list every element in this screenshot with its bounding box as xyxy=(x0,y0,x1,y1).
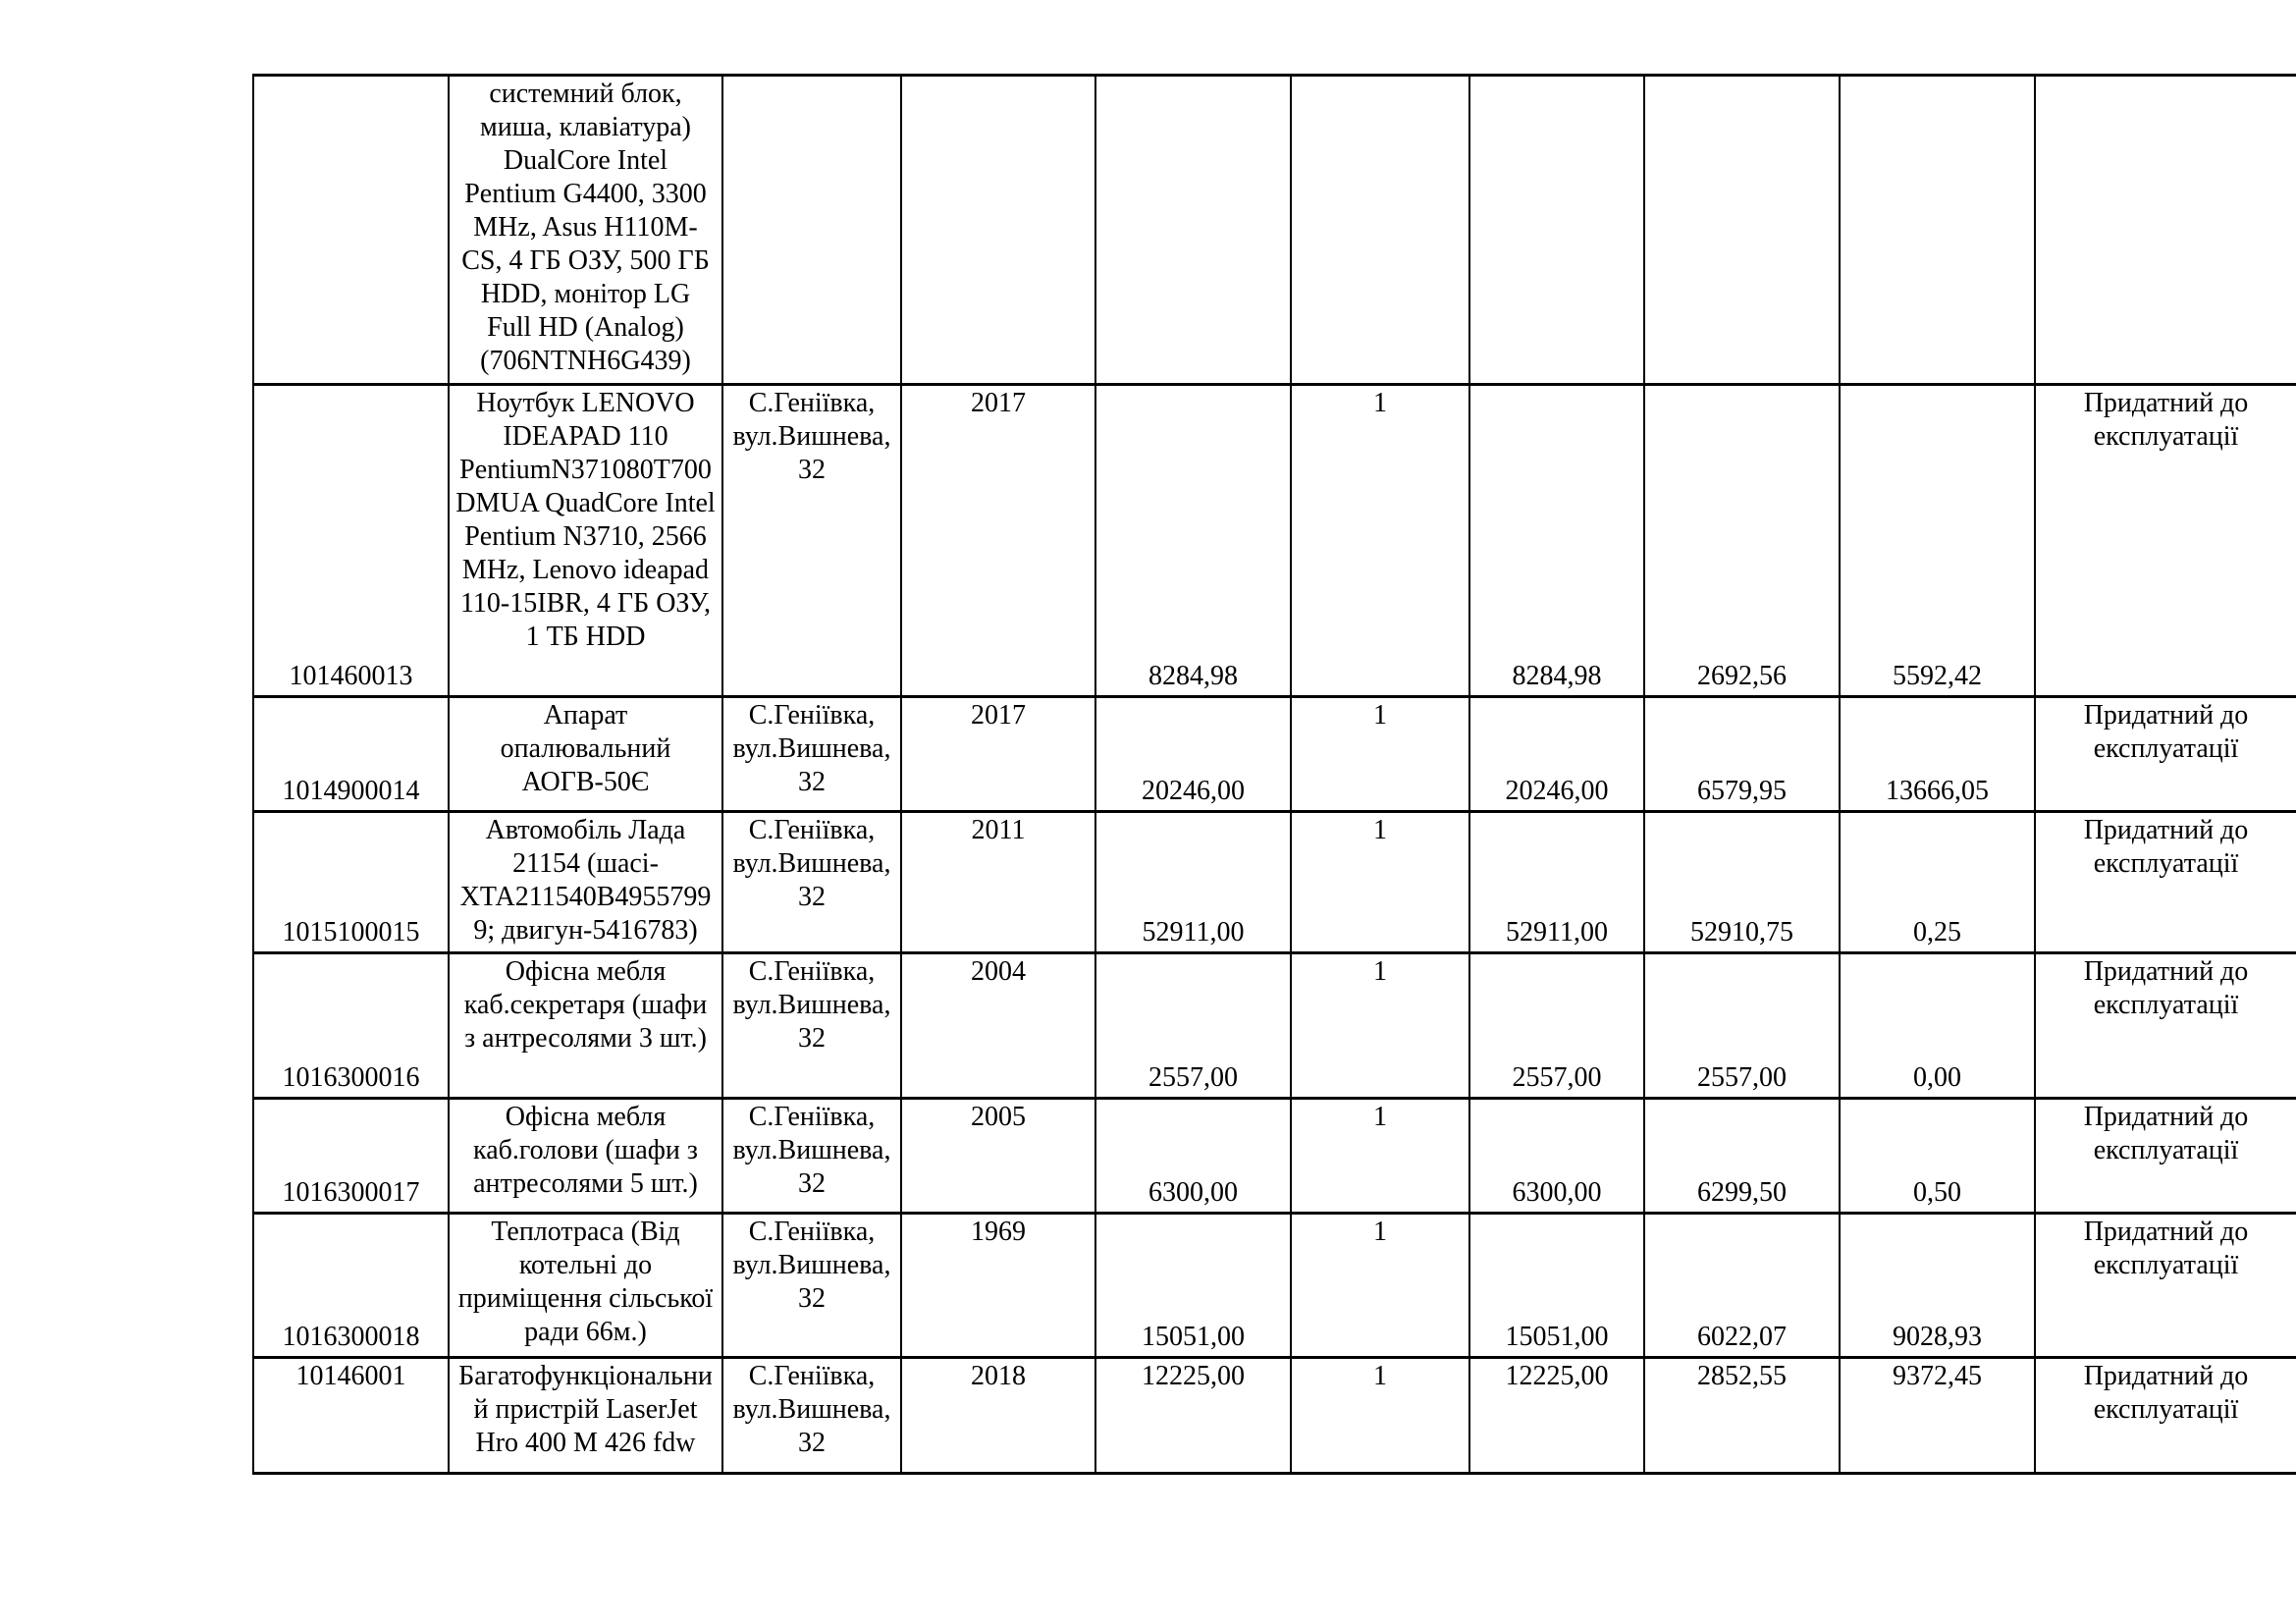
cell-residual-value: 0,25 xyxy=(1840,812,2035,953)
cell-location: С.Геніївка, вул.Вишнева,32 xyxy=(722,385,901,697)
cell-residual-value: 5592,42 xyxy=(1840,385,2035,697)
cell-residual-value: 9372,45 xyxy=(1840,1358,2035,1474)
cell-quantity: 1 xyxy=(1291,1214,1469,1358)
cell-condition xyxy=(2035,76,2296,385)
cell-inventory-number: 101460013 xyxy=(253,385,449,697)
cell-quantity: 1 xyxy=(1291,1099,1469,1214)
cell-condition: Придатний до експлуатації xyxy=(2035,812,2296,953)
cell-depreciation: 6579,95 xyxy=(1644,697,1840,812)
cell-depreciation: 2692,56 xyxy=(1644,385,1840,697)
cell-depreciation: 2852,55 xyxy=(1644,1358,1840,1474)
cell-book-value: 2557,00 xyxy=(1469,953,1644,1099)
table-row xyxy=(253,953,2296,1099)
cell-condition: Придатний до експлуатації xyxy=(2035,953,2296,1099)
cell-asset-description: Ноутбук LENOVO IDEAPAD 110 PentiumN371080T700DMUA QuadCore Intel Pentium N3710, 2566 MHz, Lenovo ideapad 110-15IBR, 4 ГБ ОЗУ, 1 ТБ HDD xyxy=(449,385,722,697)
cell-inventory-number: 1014900014 xyxy=(253,697,449,812)
cell-quantity: 1 xyxy=(1291,953,1469,1099)
cell-residual-value: 13666,05 xyxy=(1840,697,2035,812)
cell-year: 2018 xyxy=(901,1358,1095,1474)
cell-depreciation: 6022,07 xyxy=(1644,1214,1840,1358)
cell-condition: Придатний до експлуатації xyxy=(2035,1214,2296,1358)
cell-initial-value: 6300,00 xyxy=(1095,1099,1291,1214)
cell-residual-value xyxy=(1840,76,2035,385)
cell-initial-value: 12225,00 xyxy=(1095,1358,1291,1474)
cell-inventory-number: 10146001 xyxy=(253,1358,449,1474)
cell-year: 2005 xyxy=(901,1099,1095,1214)
cell-book-value: 15051,00 xyxy=(1469,1214,1644,1358)
cell-book-value xyxy=(1469,76,1644,385)
cell-residual-value: 9028,93 xyxy=(1840,1214,2035,1358)
cell-inventory-number: 1016300017 xyxy=(253,1099,449,1214)
cell-year xyxy=(901,76,1095,385)
cell-location xyxy=(722,76,901,385)
cell-year: 2011 xyxy=(901,812,1095,953)
cell-asset-description: Автомобіль Лада 21154 (шасі-ХТА211540В49557999; двигун-5416783) xyxy=(449,812,722,953)
cell-asset-description: Апарат опалювальний АОГВ-50Є xyxy=(449,697,722,812)
table-row xyxy=(253,76,2296,385)
cell-quantity: 1 xyxy=(1291,1358,1469,1474)
cell-location: С.Геніївка, вул.Вишнева,32 xyxy=(722,812,901,953)
cell-condition: Придатний до експлуатації xyxy=(2035,385,2296,697)
assets-table xyxy=(252,74,2296,1475)
cell-inventory-number xyxy=(253,76,449,385)
cell-depreciation xyxy=(1644,76,1840,385)
cell-location: С.Геніївка, вул.Вишнева,32 xyxy=(722,1358,901,1474)
cell-year: 1969 xyxy=(901,1214,1095,1358)
table-row xyxy=(253,812,2296,953)
cell-quantity xyxy=(1291,76,1469,385)
cell-initial-value: 52911,00 xyxy=(1095,812,1291,953)
cell-location: С.Геніївка, вул.Вишнева,32 xyxy=(722,697,901,812)
cell-initial-value: 20246,00 xyxy=(1095,697,1291,812)
cell-asset-description: Офісна мебля каб.секретаря (шафи з антресолями 3 шт.) xyxy=(449,953,722,1099)
cell-depreciation: 52910,75 xyxy=(1644,812,1840,953)
cell-condition: Придатний до експлуатації xyxy=(2035,1099,2296,1214)
cell-location: С.Геніївка, вул.Вишнева,32 xyxy=(722,953,901,1099)
cell-condition: Придатний до експлуатації xyxy=(2035,697,2296,812)
cell-asset-description: Офісна мебля каб.голови (шафи з антресолями 5 шт.) xyxy=(449,1099,722,1214)
table-row xyxy=(253,385,2296,697)
cell-book-value: 52911,00 xyxy=(1469,812,1644,953)
cell-year: 2017 xyxy=(901,697,1095,812)
table-row xyxy=(253,697,2296,812)
cell-quantity: 1 xyxy=(1291,385,1469,697)
cell-year: 2017 xyxy=(901,385,1095,697)
cell-residual-value: 0,00 xyxy=(1840,953,2035,1099)
cell-depreciation: 2557,00 xyxy=(1644,953,1840,1099)
table-row xyxy=(253,1358,2296,1474)
cell-location: С.Геніївка, вул.Вишнева,32 xyxy=(722,1214,901,1358)
cell-quantity: 1 xyxy=(1291,697,1469,812)
cell-inventory-number: 1016300016 xyxy=(253,953,449,1099)
cell-initial-value: 2557,00 xyxy=(1095,953,1291,1099)
cell-residual-value: 0,50 xyxy=(1840,1099,2035,1214)
table-row xyxy=(253,1214,2296,1358)
table-row xyxy=(253,1099,2296,1214)
cell-year: 2004 xyxy=(901,953,1095,1099)
cell-asset-description: Теплотраса (Від котельні до приміщення сільської ради 66м.) xyxy=(449,1214,722,1358)
cell-initial-value xyxy=(1095,76,1291,385)
cell-inventory-number: 1016300018 xyxy=(253,1214,449,1358)
cell-asset-description: системний блок, миша, клавіатура) DualCore Intel Pentium G4400, 3300 MHz, Asus H110M-CS, 4 ГБ ОЗУ, 500 ГБ HDD, монітор LG Full HD (Analog) (706NTNH6G439) xyxy=(449,76,722,385)
cell-location: С.Геніївка, вул.Вишнева,32 xyxy=(722,1099,901,1214)
cell-depreciation: 6299,50 xyxy=(1644,1099,1840,1214)
cell-initial-value: 15051,00 xyxy=(1095,1214,1291,1358)
cell-book-value: 6300,00 xyxy=(1469,1099,1644,1214)
cell-quantity: 1 xyxy=(1291,812,1469,953)
cell-initial-value: 8284,98 xyxy=(1095,385,1291,697)
cell-book-value: 12225,00 xyxy=(1469,1358,1644,1474)
cell-book-value: 8284,98 xyxy=(1469,385,1644,697)
cell-book-value: 20246,00 xyxy=(1469,697,1644,812)
cell-condition: Придатний до експлуатації xyxy=(2035,1358,2296,1474)
cell-asset-description: Багатофункціональний пристрій LaserJet Hro 400 M 426 fdw xyxy=(449,1358,722,1474)
cell-inventory-number: 1015100015 xyxy=(253,812,449,953)
